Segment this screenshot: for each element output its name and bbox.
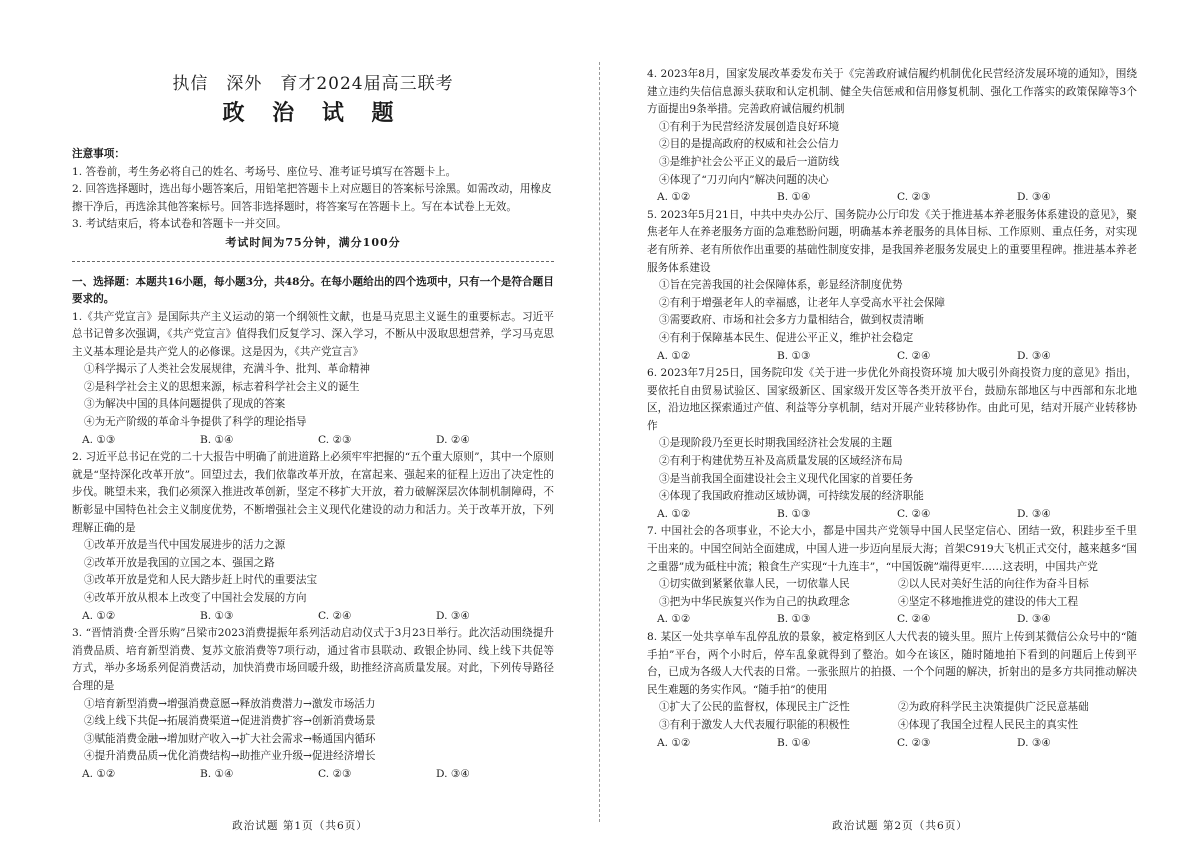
answer-choice: D. ③④	[1017, 736, 1051, 749]
question-option: ②有利于增强老年人的幸福感，让老年人享受高水平社会保障	[659, 296, 946, 309]
page-footer: 政治试题 第2页（共6页）	[832, 820, 968, 832]
answer-choice: B. ①③	[777, 507, 811, 520]
question-option: ②是科学社会主义的思想来源，标志着科学社会主义的诞生	[84, 380, 360, 393]
answer-choices	[72, 608, 554, 626]
answer-choice: C. ②③	[318, 433, 352, 446]
answer-choice: D. ③④	[1017, 349, 1051, 362]
section-heading: 一、选择题：本题共16小题，每小题3分，共48分。在每小题给出的四个选项中，只有一个是符合题目要求的。	[72, 275, 554, 305]
page-1-column	[72, 66, 554, 784]
answer-choice: A. ①②	[657, 613, 691, 626]
answer-choices	[647, 348, 1137, 366]
question	[72, 309, 554, 450]
question-option: ③有利于激发人大代表履行职能的积极性	[659, 718, 850, 731]
answer-choices	[647, 611, 1137, 629]
question-option: ②目的是提高政府的权威和社会公信力	[659, 138, 840, 151]
question-list-page-1	[72, 309, 554, 784]
subject-title: 政 治 试 题	[222, 100, 404, 126]
page-2	[600, 0, 1200, 850]
question-option: ④有利于保障基本民生、促进公平正义，维护社会稳定	[659, 331, 914, 344]
answer-choices	[647, 735, 1137, 753]
option-pair-row	[647, 594, 1137, 612]
question	[647, 207, 1137, 365]
answer-choice: A. ①②	[82, 609, 116, 622]
question-option: ②改革开放是我国的立国之本、强国之路	[84, 556, 275, 569]
question-option: ①改革开放是当代中国发展进步的活力之源	[84, 539, 286, 552]
answer-choice: D. ③④	[1017, 613, 1051, 626]
option-pair-row	[647, 576, 1137, 594]
question	[647, 523, 1137, 629]
answer-choice: B. ①④	[200, 433, 234, 446]
answer-choice: C. ②④	[318, 609, 352, 622]
answer-choice: A. ①②	[657, 349, 691, 362]
answer-choice: B. ①③	[200, 609, 234, 622]
answer-choice: A. ①②	[657, 736, 691, 749]
answer-choice: D. ③④	[1017, 507, 1051, 520]
question-option: ①有利于为民营经济发展创造良好环境	[659, 120, 840, 133]
answer-choices	[72, 432, 554, 450]
question	[72, 625, 554, 783]
question	[647, 365, 1137, 523]
answer-choice: A. ①②	[657, 191, 691, 204]
question-option: ①是现阶段乃至更长时期我国经济社会发展的主题	[659, 437, 893, 450]
question-option: ④体现了我国全过程人民民主的真实性	[898, 718, 1079, 731]
note-item: 1. 答卷前，考生务必将自己的姓名、考场号、座位号、准考证号填写在答题卡上。	[72, 165, 457, 178]
answer-choice: A. ①②	[82, 767, 116, 780]
dashed-rule	[72, 261, 554, 262]
page-footer: 政治试题 第1页（共6页）	[232, 820, 368, 832]
school-line: 执信 深外 育才2024届高三联考	[172, 74, 454, 94]
answer-choice: B. ①③	[777, 349, 811, 362]
question-option: ①切实做到紧紧依靠人民，一切依靠人民	[659, 578, 850, 591]
answer-choice: C. ②③	[897, 736, 931, 749]
answer-choice: D. ③④	[436, 609, 470, 622]
question-option: ③赋能消费金融→增加财产收入→扩大社会需求→畅通国内循环	[84, 732, 376, 745]
question	[647, 629, 1137, 752]
answer-choice: B. ①④	[200, 767, 234, 780]
notes-title: 注意事项：	[72, 148, 125, 160]
question-option: ②线上线下共促→拓展消费渠道→促进消费扩容→创新消费场景	[84, 715, 376, 728]
question-option: ③改革开放是党和人民大踏步赶上时代的重要法宝	[84, 574, 318, 587]
question-option: ①培育新型消费→增强消费意愿→释放消费潜力→激发市场活力	[84, 697, 376, 710]
answer-choice: D. ③④	[436, 767, 470, 780]
question	[72, 449, 554, 625]
question-stem: 2. 习近平总书记在党的二十大报告中明确了前进道路上必须牢牢把握的“五个重大原则”，其中一个原则就是“坚持深化改革开放”。回望过去，我们依靠改革开放，在富起来、强起来的征程上迈出了决定性的步伐。眺望未来，我们必须深入推进改革创新，坚定不移扩大开放，着力破解深层次体制机制障碍，不断彰显中国特色社会主义制度优势，不断增强社会主义现代化建设的动力和活力。关于改革开放，下列理解正确的是	[72, 451, 554, 534]
question-option: ③是当前我国全面建设社会主义现代化国家的首要任务	[659, 472, 914, 485]
question-stem: 5. 2023年5月21日，中共中央办公厅、国务院办公厅印发《关于推进基本养老服务体系建设的意见》，聚焦老年人在养老服务方面的急难愁盼问题，明确基本养老服务的具体目标、工作原则、重点任务，对实现老有所养、老有所依作出重要的基础性制度安排，是我国养老服务发展史上的重要里程碑。推进基本养老服务体系建设	[647, 208, 1137, 274]
question-option: ④为无产阶级的革命斗争提供了科学的理论指导	[84, 416, 307, 429]
answer-choice: C. ②④	[897, 349, 931, 362]
question-option: ④体现了我国政府推动区域协调，可持续发展的经济职能	[659, 490, 924, 503]
question-option: ①扩大了公民的监督权，体现民主广泛性	[659, 701, 850, 714]
answer-choices	[647, 506, 1137, 524]
question-option: ①科学揭示了人类社会发展规律，充满斗争、批判、革命精神	[84, 363, 371, 376]
answer-choice: D. ②④	[436, 433, 470, 446]
answer-choice: D. ③④	[1017, 191, 1051, 204]
question-option: ③为解决中国的具体问题提供了现成的答案	[84, 398, 286, 411]
answer-choice: B. ①④	[777, 191, 811, 204]
answer-choice: B. ①④	[777, 736, 811, 749]
answer-choices	[72, 766, 554, 784]
option-pair-row	[647, 717, 1137, 735]
question	[647, 66, 1137, 207]
question-option: ④改革开放从根本上改变了中国社会发展的方向	[84, 592, 307, 604]
exam-header	[72, 72, 554, 128]
answer-choice: C. ②④	[897, 507, 931, 520]
question-option: ①旨在完善我国的社会保障体系，彰显经济制度优势	[659, 279, 903, 292]
answer-choice: C. ②④	[897, 613, 931, 626]
question-option: ④提升消费品质→优化消费结构→助推产业升级→促进经济增长	[84, 750, 376, 763]
question-option: ④体现了“刀刃向内”解决问题的决心	[659, 173, 829, 186]
question-stem: 6. 2023年7月25日，国务院印发《关于进一步优化外商投资环境 加大吸引外商投资力度的意见》指出，要依托自由贸易试验区、国家级新区、国家级开发区等各类开放平台，鼓励东部地区与中西部和东北地区，沿边地区探索通过产值、利益等分享机制，结对开展产业转移协作。由此可见，结对开展产业转移协作	[647, 367, 1137, 432]
option-pair-row	[647, 699, 1137, 717]
answer-choice: C. ②③	[897, 191, 931, 204]
note-item: 3. 考试结束后，将本试卷和答题卡一并交回。	[72, 218, 287, 230]
question-option: ③把为中华民族复兴作为自己的执政理念	[659, 595, 850, 608]
question-stem: 1.《共产党宣言》是国际共产主义运动的第一个纲领性文献，也是马克思主义诞生的重要标志。习近平总书记曾多次强调，《共产党宣言》值得我们反复学习、深入学习，不断从中汲取思想营养，学习马克思主义基本理论是共产党人的必修课。这是因为，《共产党宣言》	[72, 310, 555, 358]
answer-choice: C. ②③	[318, 767, 352, 780]
question-option: ②有利于构建优势互补及高质量发展的区域经济布局	[659, 455, 903, 468]
answer-choice: A. ①③	[82, 433, 116, 446]
question-option: ④坚定不移地推进党的建设的伟大工程	[898, 595, 1079, 608]
answer-choice: B. ①③	[777, 613, 811, 626]
question-stem: 3. “晋情消费·全晋乐购”吕梁市2023消费提振年系列活动启动仪式于3月23日举行。此次活动围绕提升消费品质、培育新型消费、复苏文旅消费等7项行动，通过省市县联动、政银企协同、线上线下共促等方式，举办多场系列促消费活动，加快消费市场回暖升级，助推经济高质量发展。对此，下列传导路径合理的是	[72, 627, 554, 692]
answer-choice: A. ①②	[657, 507, 691, 520]
answer-choices	[647, 189, 1137, 207]
question-option: ③需要政府、市场和社会多方力量相结合，做到权责清晰	[659, 314, 924, 327]
note-item: 2. 回答选择题时，选出每小题答案后，用铅笔把答题卡上对应题目的答案标号涂黑。如需改动，用橡皮擦干净后，再选涂其他答案标号。回答非选择题时，将答案写在答题卡上。写在本试卷上无效。	[72, 183, 552, 213]
question-list-page-2	[647, 66, 1137, 752]
question-option: ③是维护社会公平正义的最后一道防线	[659, 155, 840, 168]
question-option: ②以人民对美好生活的向往作为奋斗目标	[898, 578, 1089, 591]
question-stem: 8. 某区一处共享单车乱停乱放的景象，被定格到区人大代表的镜头里。照片上传到某微信公众号中的“随手拍”平台，两个小时后，停车乱象就得到了整治。如今在该区，随时随地拍下看到的问题后上传到平台，已成为各级人大代表的日常。一张张照片的拍摄、一个个问题的解决，折射出的是多方共同推动解决民生难题的务实作风。“随手拍”的使用	[647, 631, 1137, 696]
exam-notes	[72, 146, 554, 252]
page-2-column	[647, 66, 1137, 752]
time-line: 考试时间为75分钟，满分100分	[225, 235, 401, 249]
question-stem: 7. 中国社会的各项事业，不论大小，都是中国共产党领导中国人民坚定信心、团结一致，积跬步至千里干出来的。中国空间站全面建成，中国人进一步迈向星辰大海；首架C919大飞机正式交付，越来越多“国之重器”成为砥柱中流；粮食生产实现“十九连丰”，“中国饭碗”端得更牢……这表明，中国共产党	[647, 525, 1137, 573]
question-option: ②为政府科学民主决策提供广泛民意基础	[898, 701, 1089, 714]
question-stem: 4. 2023年8月，国家发展改革委发布关于《完善政府诚信履约机制优化民营经济发展环境的通知》，围绕建立违约失信信息源头获取和认定机制、健全失信惩戒和信用修复机制、强化工作落实的政策保障等3个方面提出9条举措。完善政府诚信履约机制	[647, 68, 1137, 116]
